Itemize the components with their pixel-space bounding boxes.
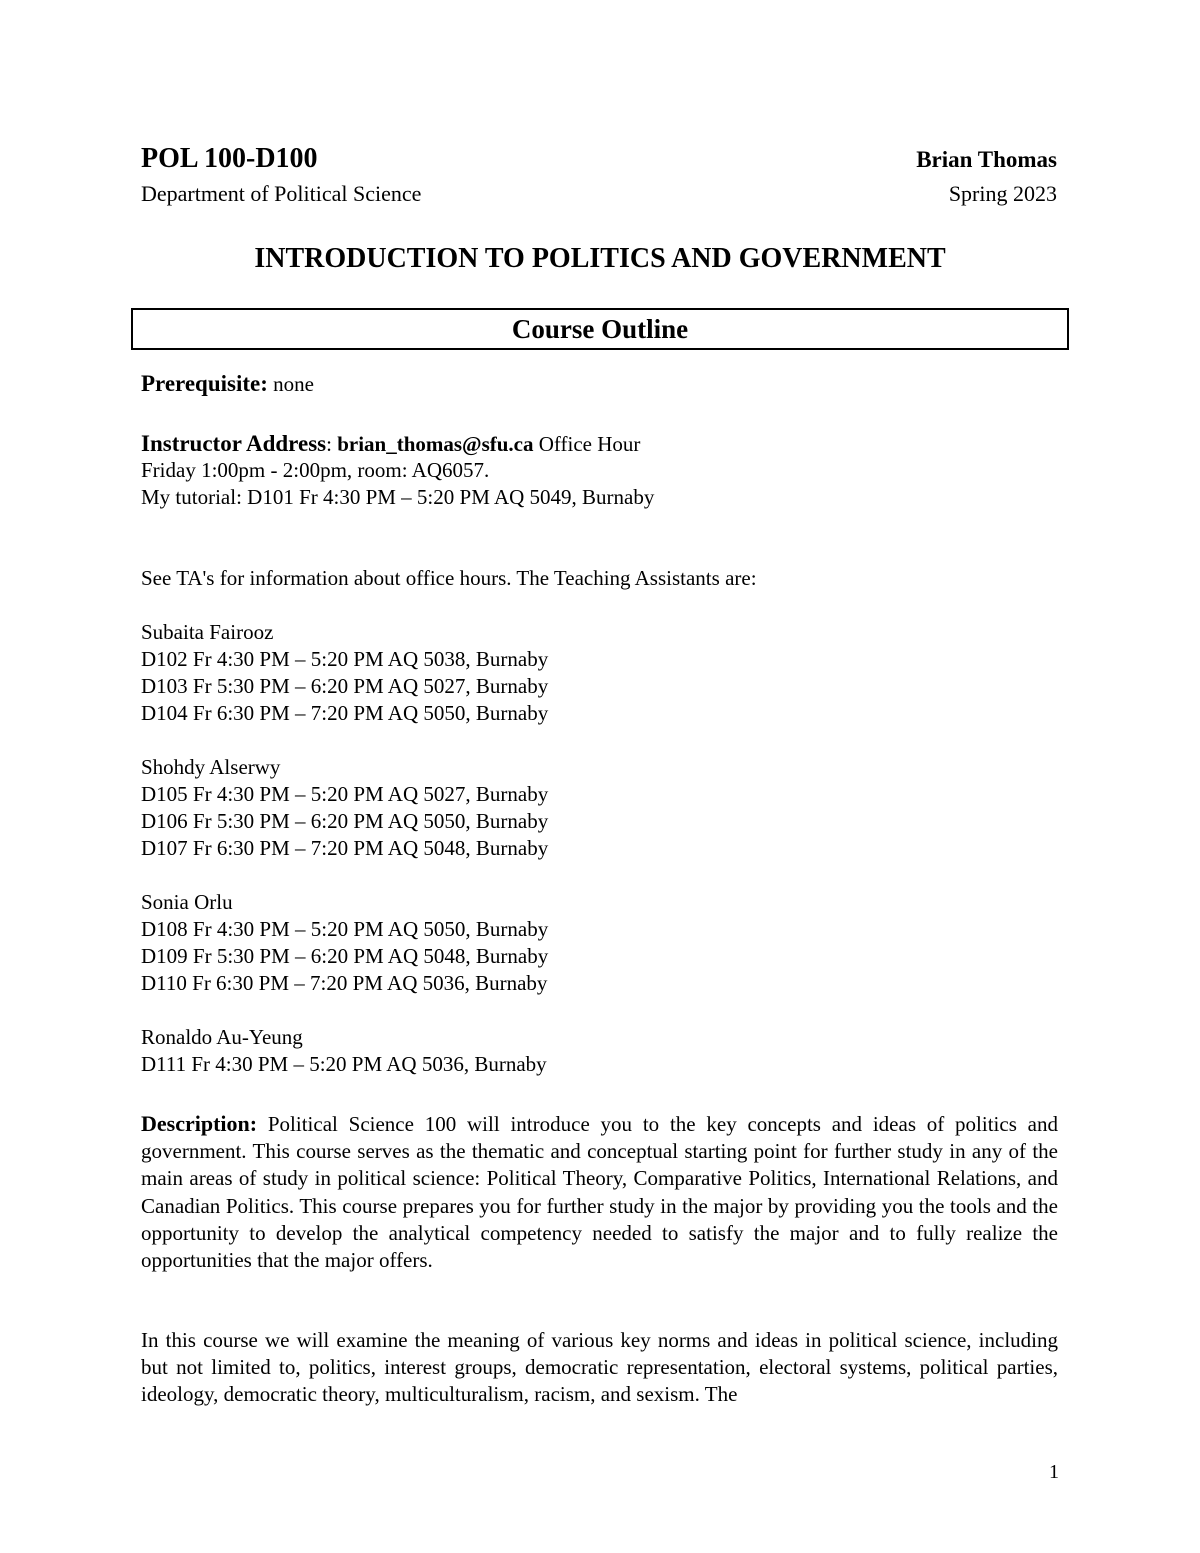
description-paragraph	[141, 1110, 1058, 1274]
ta-section: D108 Fr 4:30 PM – 5:20 PM AQ 5050, Burnaby	[141, 917, 549, 941]
prerequisite-label: Prerequisite:	[141, 371, 268, 396]
course-outline-heading: Course Outline	[131, 308, 1069, 350]
ta-section: D109 Fr 5:30 PM – 6:20 PM AQ 5048, Burnaby	[141, 944, 549, 968]
description-text: Political Science 100 will introduce you to the key concepts and ideas of politics and government. This course serves as the thematic and conceptual starting point for further study in any of the main areas of study in political science: Political Theory, Comparative Politics, International Relations, and Canadian Politics. This course prepares you for further study in the major by providing you the tools and the opportunity to develop the analytical competency needed to satisfy the major and to fully realize the opportunities that the major offers.	[141, 1112, 1058, 1273]
second-paragraph: In this course we will examine the meaning of various key norms and ideas in political science, including but not limited to, politics, interest groups, democratic representation, electoral systems, political parties, ideology, democratic theory, multiculturalism, racism, and sexism. The	[141, 1328, 1058, 1407]
instructor-address-line	[141, 430, 640, 458]
ta-section: D106 Fr 5:30 PM – 6:20 PM AQ 5050, Burnaby	[141, 809, 549, 833]
page-number: 1	[1049, 1461, 1059, 1483]
ta-section: D105 Fr 4:30 PM – 5:20 PM AQ 5027, Burnaby	[141, 782, 549, 806]
ta-section: D111 Fr 4:30 PM – 5:20 PM AQ 5036, Burnaby	[141, 1052, 547, 1076]
ta-name: Sonia Orlu	[141, 890, 233, 914]
description-label: Description:	[141, 1111, 258, 1136]
ta-section: D103 Fr 5:30 PM – 6:20 PM AQ 5027, Burnaby	[141, 674, 549, 698]
instructor-tutorial: My tutorial: D101 Fr 4:30 PM – 5:20 PM AQ 5049, Burnaby	[141, 485, 655, 509]
instructor-colon: :	[326, 432, 338, 456]
ta-section: D102 Fr 4:30 PM – 5:20 PM AQ 5038, Burnaby	[141, 647, 549, 671]
instructor-name: Brian Thomas	[916, 147, 1057, 172]
prerequisite-value: none	[267, 372, 314, 396]
ta-intro: See TA's for information about office hours. The Teaching Assistants are:	[141, 566, 757, 590]
ta-section: D110 Fr 6:30 PM – 7:20 PM AQ 5036, Burnaby	[141, 971, 548, 995]
ta-section: D107 Fr 6:30 PM – 7:20 PM AQ 5048, Burnaby	[141, 836, 549, 860]
ta-name: Subaita Fairooz	[141, 620, 274, 644]
course-code: POL 100-D100	[141, 143, 318, 174]
office-hour-time: Friday 1:00pm - 2:00pm, room: AQ6057.	[141, 458, 490, 482]
course-title: INTRODUCTION TO POLITICS AND GOVERNMENT	[254, 243, 946, 274]
instructor-address-label: Instructor Address	[141, 431, 327, 456]
ta-section: D104 Fr 6:30 PM – 7:20 PM AQ 5050, Burnaby	[141, 701, 549, 725]
ta-name: Shohdy Alserwy	[141, 755, 281, 779]
instructor-email[interactable]: brian_thomas@sfu.ca	[337, 432, 534, 456]
term: Spring 2023	[948, 181, 1057, 206]
office-hour-label: Office Hour	[533, 432, 641, 456]
ta-name: Ronaldo Au-Yeung	[141, 1025, 303, 1049]
department: Department of Political Science	[141, 181, 422, 206]
prerequisite-line	[141, 370, 314, 398]
